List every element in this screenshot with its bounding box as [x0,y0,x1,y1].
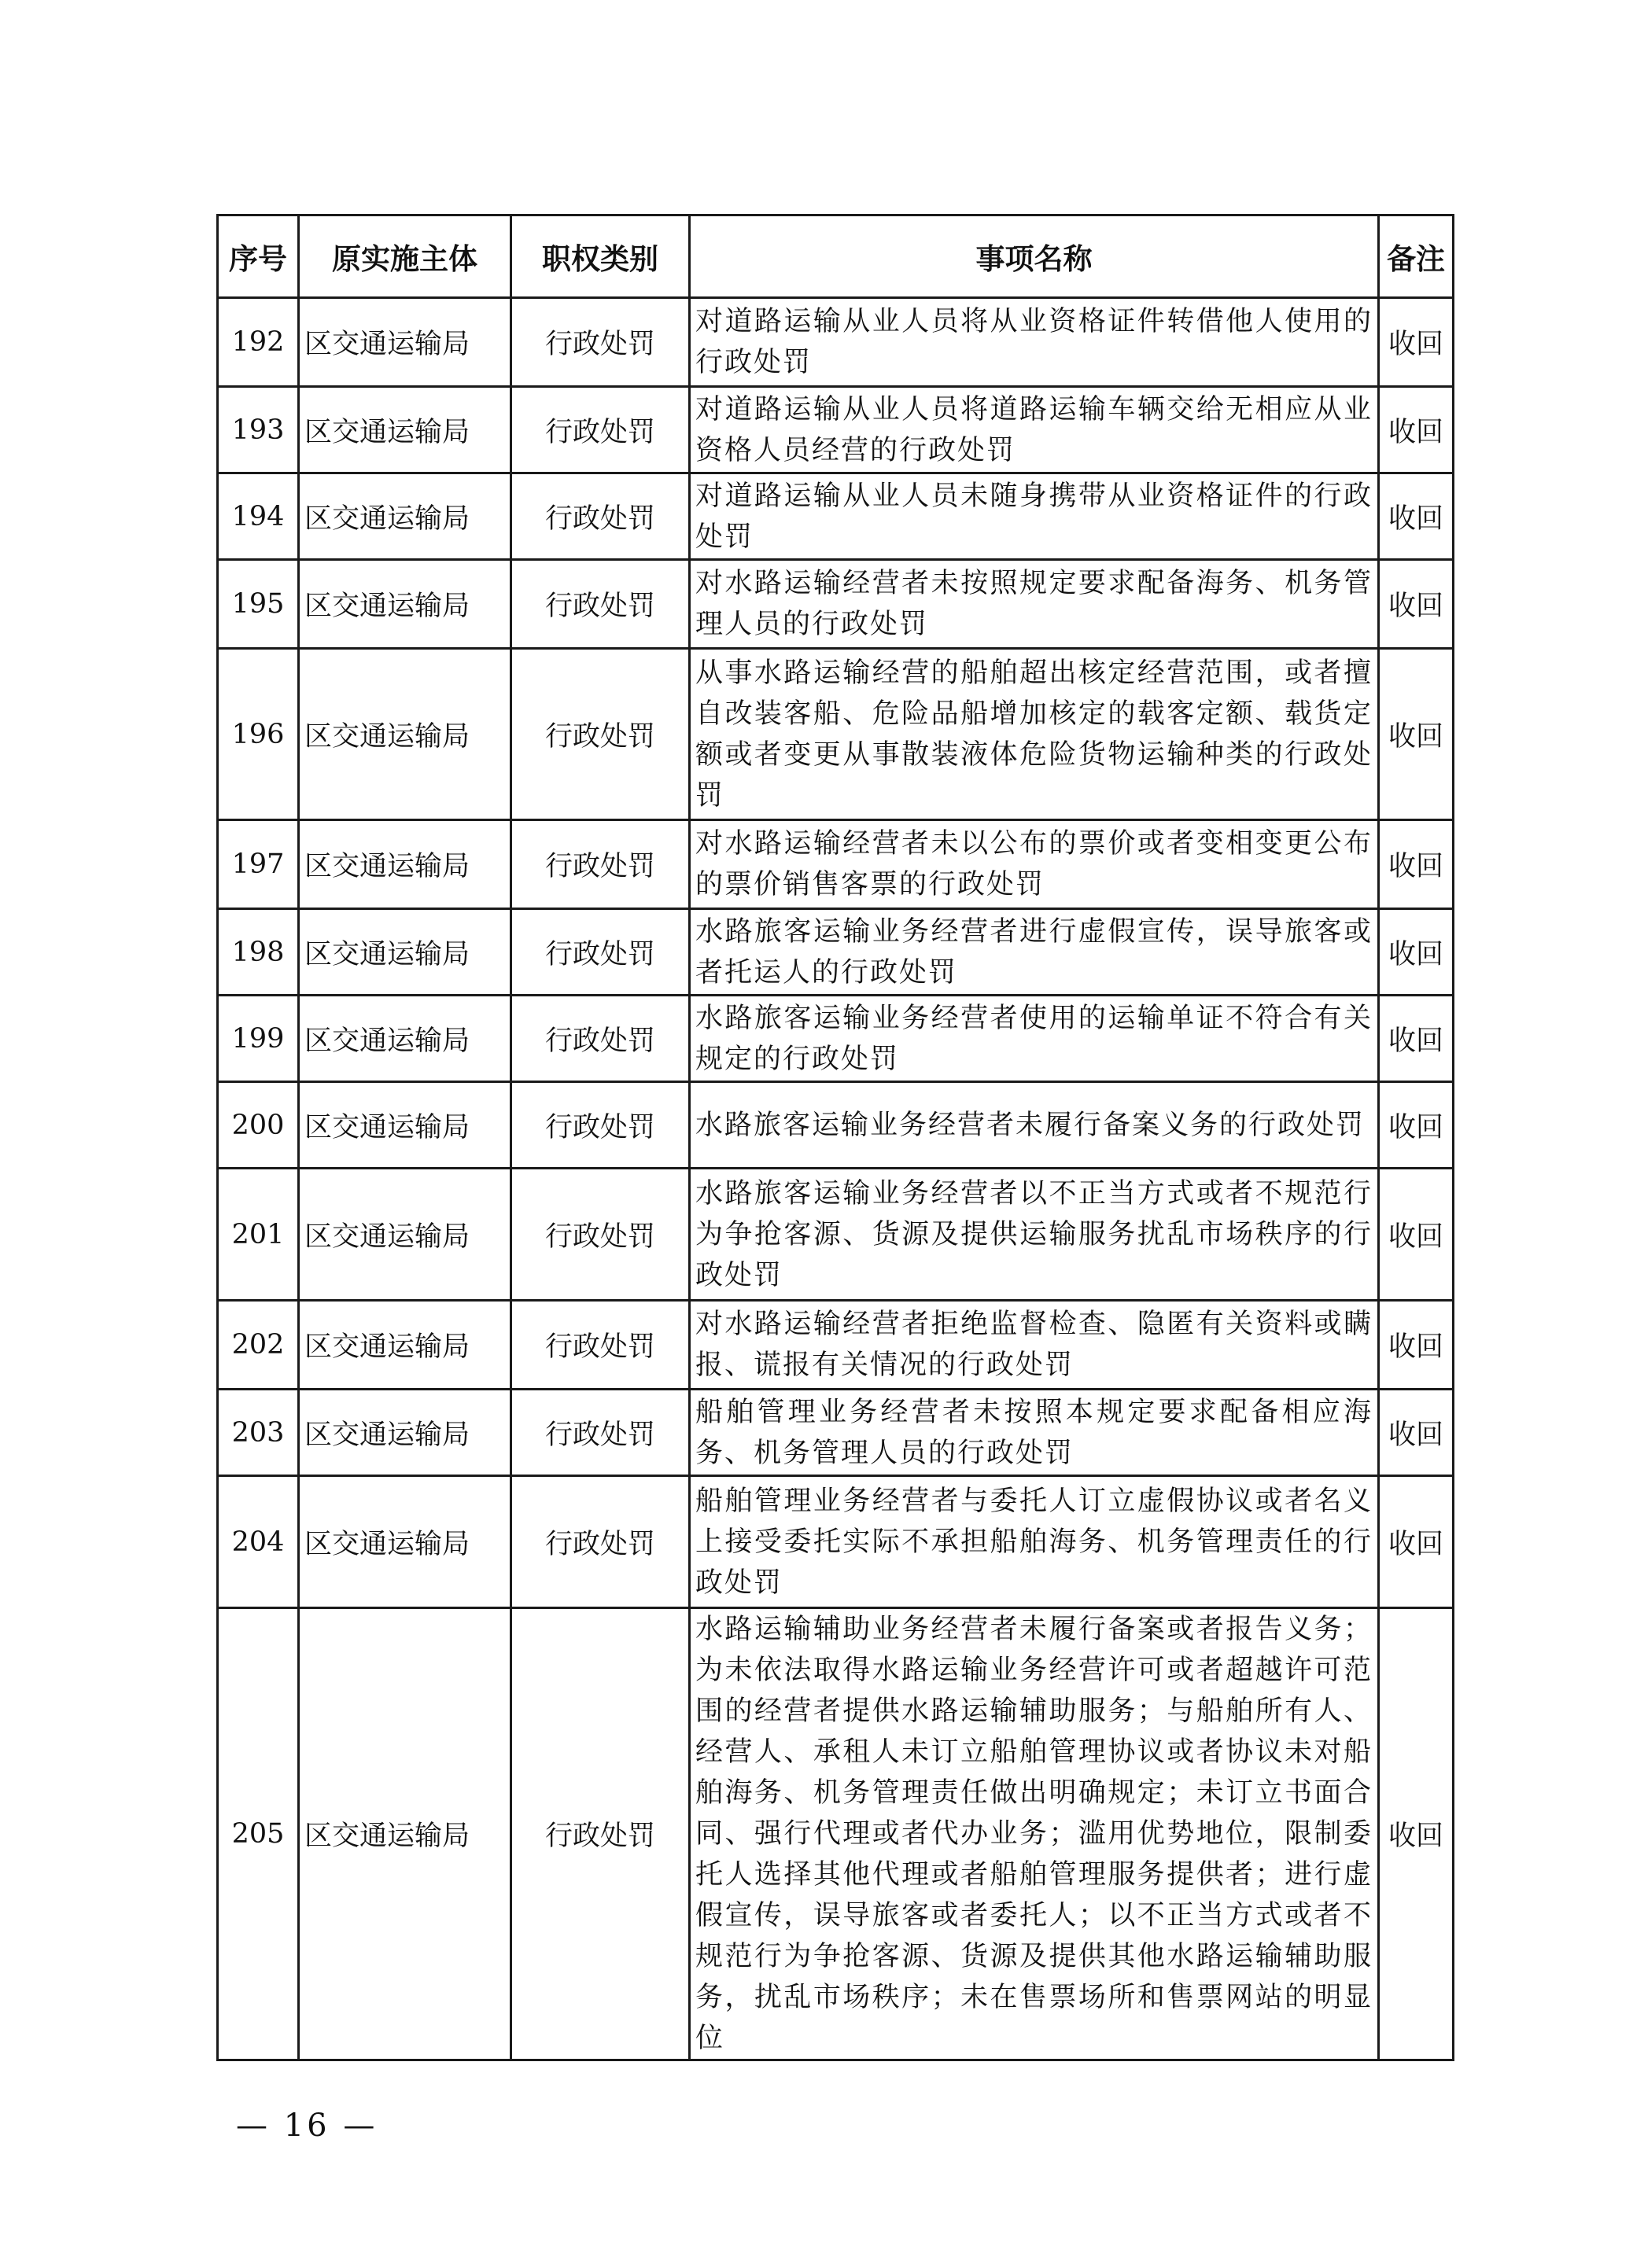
row-type: 行政处罚 [511,1390,690,1476]
row-seq: 197 [218,820,299,909]
table-row [218,1301,1454,1390]
table-row [218,473,1454,560]
row-type: 行政处罚 [511,1608,690,2060]
row-type: 行政处罚 [511,1476,690,1608]
row-subject: 区交通运输局 [299,1301,511,1390]
row-subject: 区交通运输局 [299,820,511,909]
table-row [218,1169,1454,1301]
table-row [218,1082,1454,1169]
row-type: 行政处罚 [511,298,690,387]
table-row [218,298,1454,387]
row-seq: 201 [218,1169,299,1301]
row-seq: 202 [218,1301,299,1390]
row-type: 行政处罚 [511,1301,690,1390]
row-seq: 194 [218,473,299,560]
row-item-name: 对水路运输经营者未按照规定要求配备海务、机务管理人员的行政处罚 [690,560,1379,649]
row-seq: 199 [218,996,299,1082]
row-note: 收回 [1379,996,1454,1082]
row-seq: 198 [218,909,299,996]
table-row [218,649,1454,820]
row-note: 收回 [1379,473,1454,560]
table-row [218,1390,1454,1476]
row-item-name: 船舶管理业务经营者未按照本规定要求配备相应海务、机务管理人员的行政处罚 [690,1390,1379,1476]
row-subject: 区交通运输局 [299,560,511,649]
row-type: 行政处罚 [511,649,690,820]
row-seq: 200 [218,1082,299,1169]
row-type: 行政处罚 [511,387,690,473]
row-seq: 203 [218,1390,299,1476]
row-subject: 区交通运输局 [299,1082,511,1169]
row-note: 收回 [1379,1390,1454,1476]
row-subject: 区交通运输局 [299,1169,511,1301]
row-item-name: 对道路运输从业人员未随身携带从业资格证件的行政处罚 [690,473,1379,560]
row-note: 收回 [1379,387,1454,473]
row-seq: 193 [218,387,299,473]
row-note: 收回 [1379,1301,1454,1390]
row-subject: 区交通运输局 [299,909,511,996]
row-type: 行政处罚 [511,909,690,996]
row-type: 行政处罚 [511,996,690,1082]
table-row [218,909,1454,996]
row-subject: 区交通运输局 [299,473,511,560]
table-row [218,387,1454,473]
header-name: 事项名称 [690,215,1379,298]
table-row [218,1608,1454,2060]
row-item-name: 水路旅客运输业务经营者未履行备案义务的行政处罚 [690,1082,1379,1169]
table-row [218,996,1454,1082]
header-type: 职权类别 [511,215,690,298]
row-subject: 区交通运输局 [299,996,511,1082]
row-note: 收回 [1379,1169,1454,1301]
row-subject: 区交通运输局 [299,649,511,820]
row-type: 行政处罚 [511,1082,690,1169]
row-item-name: 水路旅客运输业务经营者使用的运输单证不符合有关规定的行政处罚 [690,996,1379,1082]
row-item-name: 对水路运输经营者未以公布的票价或者变相变更公布的票价销售客票的行政处罚 [690,820,1379,909]
row-item-name: 从事水路运输经营的船舶超出核定经营范围，或者擅自改装客船、危险品船增加核定的载客定额、载货定额或者变更从事散装液体危险货物运输种类的行政处罚 [690,649,1379,820]
row-seq: 196 [218,649,299,820]
row-note: 收回 [1379,1608,1454,2060]
header-seq: 序号 [218,215,299,298]
row-note: 收回 [1379,649,1454,820]
row-note: 收回 [1379,560,1454,649]
row-item-name: 船舶管理业务经营者与委托人订立虚假协议或者名义上接受委托实际不承担船舶海务、机务管理责任的行政处罚 [690,1476,1379,1608]
row-seq: 195 [218,560,299,649]
row-note: 收回 [1379,1082,1454,1169]
header-subject: 原实施主体 [299,215,511,298]
page-number: — 16 — [236,2108,378,2144]
table-row [218,1476,1454,1608]
row-note: 收回 [1379,909,1454,996]
row-item-name: 对道路运输从业人员将从业资格证件转借他人使用的行政处罚 [690,298,1379,387]
row-type: 行政处罚 [511,1169,690,1301]
row-subject: 区交通运输局 [299,298,511,387]
table-header-row [218,215,1454,298]
row-seq: 192 [218,298,299,387]
row-item-name: 对道路运输从业人员将道路运输车辆交给无相应从业资格人员经营的行政处罚 [690,387,1379,473]
row-item-name: 水路旅客运输业务经营者以不正当方式或者不规范行为争抢客源、货源及提供运输服务扰乱市场秩序的行政处罚 [690,1169,1379,1301]
row-item-name: 对水路运输经营者拒绝监督检查、隐匿有关资料或瞒报、谎报有关情况的行政处罚 [690,1301,1379,1390]
row-type: 行政处罚 [511,560,690,649]
row-seq: 205 [218,1608,299,2060]
header-note: 备注 [1379,215,1454,298]
row-type: 行政处罚 [511,820,690,909]
table-row [218,820,1454,909]
row-subject: 区交通运输局 [299,1476,511,1608]
row-type: 行政处罚 [511,473,690,560]
items-table [216,214,1454,2061]
row-note: 收回 [1379,1476,1454,1608]
row-subject: 区交通运输局 [299,387,511,473]
row-item-name: 水路运输辅助业务经营者未履行备案或者报告义务；为未依法取得水路运输业务经营许可或者超越许可范围的经营者提供水路运输辅助服务；与船舶所有人、经营人、承租人未订立船舶管理协议或者协议未对船舶海务、机务管理责任做出明确规定；未订立书面合同、强行代理或者代办业务；滥用优势地位，限制委托人选择其他代理或者船舶管理服务提供者；进行虚假宣传，误导旅客或者委托人；以不正当方式或者不规范行为争抢客源、货源及提供其他水路运输辅助服务，扰乱市场秩序；未在售票场所和售票网站的明显位 [690,1608,1379,2060]
row-seq: 204 [218,1476,299,1608]
row-note: 收回 [1379,298,1454,387]
row-subject: 区交通运输局 [299,1608,511,2060]
table-row [218,560,1454,649]
row-item-name: 水路旅客运输业务经营者进行虚假宣传，误导旅客或者托运人的行政处罚 [690,909,1379,996]
row-subject: 区交通运输局 [299,1390,511,1476]
row-note: 收回 [1379,820,1454,909]
